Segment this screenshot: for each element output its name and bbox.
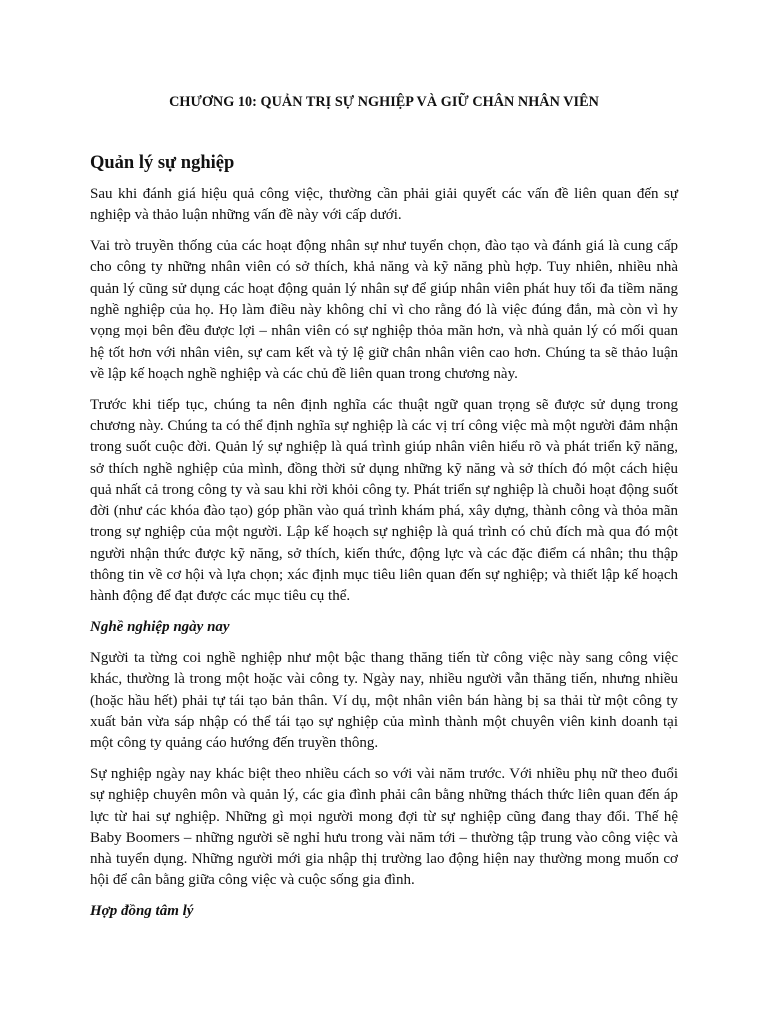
document-page <box>90 92 678 932</box>
chapter-title: CHƯƠNG 10: QUẢN TRỊ SỰ NGHIỆP VÀ GIỮ CHÂN NHÂN VIÊN <box>169 94 599 110</box>
paragraph: Vai trò truyền thống của các hoạt động nhân sự như tuyển chọn, đào tạo và đánh giá là cung cấp cho công ty những nhân viên có sở thích, khả năng và kỹ năng phù hợp. Tuy nhiên, nhiều nhà quản lý cũng sử dụng các hoạt động quản lý nhân sự để giúp nhân viên phát huy tối đa tiềm năng nghề nghiệp của họ. Họ làm điều này không chỉ vì cho rằng đó là việc đúng đắn, mà còn vì hy vọng mọi bên đều được lợi – nhân viên có sự nghiệp thỏa mãn hơn, và nhà quản lý có mối quan hệ tốt hơn với nhân viên, sự cam kết và tỷ lệ giữ chân nhân viên cao hơn. Chúng ta sẽ thảo luận về lập kế hoạch nghề nghiệp và các chủ đề liên quan trong chương này. <box>90 238 678 382</box>
paragraph: Người ta từng coi nghề nghiệp như một bậc thang thăng tiến từ công việc này sang công việc khác, thường là trong một hoặc vài công ty. Ngày nay, nhiều người vẫn thăng tiến, nhưng nhiều (hoặc hầu hết) phải tự tái tạo bản thân. Ví dụ, một nhân viên bán hàng bị sa thải từ một công ty xuất bản vừa sáp nhập có thể tái tạo sự nghiệp của mình thành một chuyên viên kinh doanh tại một công ty quảng cáo hướng đến truyền thông. <box>90 649 678 752</box>
section-heading: Quản lý sự nghiệp <box>90 153 235 173</box>
paragraph: Trước khi tiếp tục, chúng ta nên định nghĩa các thuật ngữ quan trọng sẽ được sử dụng trong chương này. Chúng ta có thể định nghĩa sự nghiệp là các vị trí công việc mà một người đảm nhận trong suốt cuộc đời. Quản lý sự nghiệp là quá trình giúp nhân viên hiểu rõ và phát triển kỹ năng, sở thích nghề nghiệp của mình, đồng thời sử dụng những kỹ năng và sở thích đó một cách hiệu quả nhất cả trong công ty và sau khi rời khỏi công ty. Phát triển sự nghiệp là chuỗi hoạt động suốt đời (như các khóa đào tạo) góp phần vào quá trình khám phá, xây dựng, thành công và thỏa mãn trong sự nghiệp của một người. Lập kế hoạch sự nghiệp là quá trình có chủ đích mà qua đó một người nhận thức được kỹ năng, sở thích, kiến thức, động lực và các đặc điểm cá nhân; thu thập thông tin về cơ hội và lựa chọn; xác định mục tiêu liên quan đến sự nghiệp; và thiết lập kế hoạch hành động để đạt được các mục tiêu cụ thể. <box>90 396 678 605</box>
subheading-psychological-contract: Hợp đồng tâm lý <box>90 903 194 920</box>
paragraph: Sự nghiệp ngày nay khác biệt theo nhiều cách so với vài năm trước. Với nhiều phụ nữ theo đuổi sự nghiệp chuyên môn và quản lý, các gia đình phải cân bằng những thách thức liên quan đến áp lực từ hai sự nghiệp. Những gì mọi người mong đợi từ sự nghiệp cũng đang thay đổi. Thế hệ Baby Boomers – những người sẽ nghỉ hưu trong vài năm tới – thường tập trung vào công việc và nhà tuyển dụng. Những người mới gia nhập thị trường lao động hiện nay thường mong muốn cơ hội để cân bằng giữa công việc và cuộc sống gia đình. <box>90 765 678 889</box>
subheading-careers-today: Nghề nghiệp ngày nay <box>90 619 230 636</box>
paragraph: Sau khi đánh giá hiệu quả công việc, thường cần phải giải quyết các vấn đề liên quan đến sự nghiệp và thảo luận những vấn đề này với cấp dưới. <box>90 186 678 224</box>
